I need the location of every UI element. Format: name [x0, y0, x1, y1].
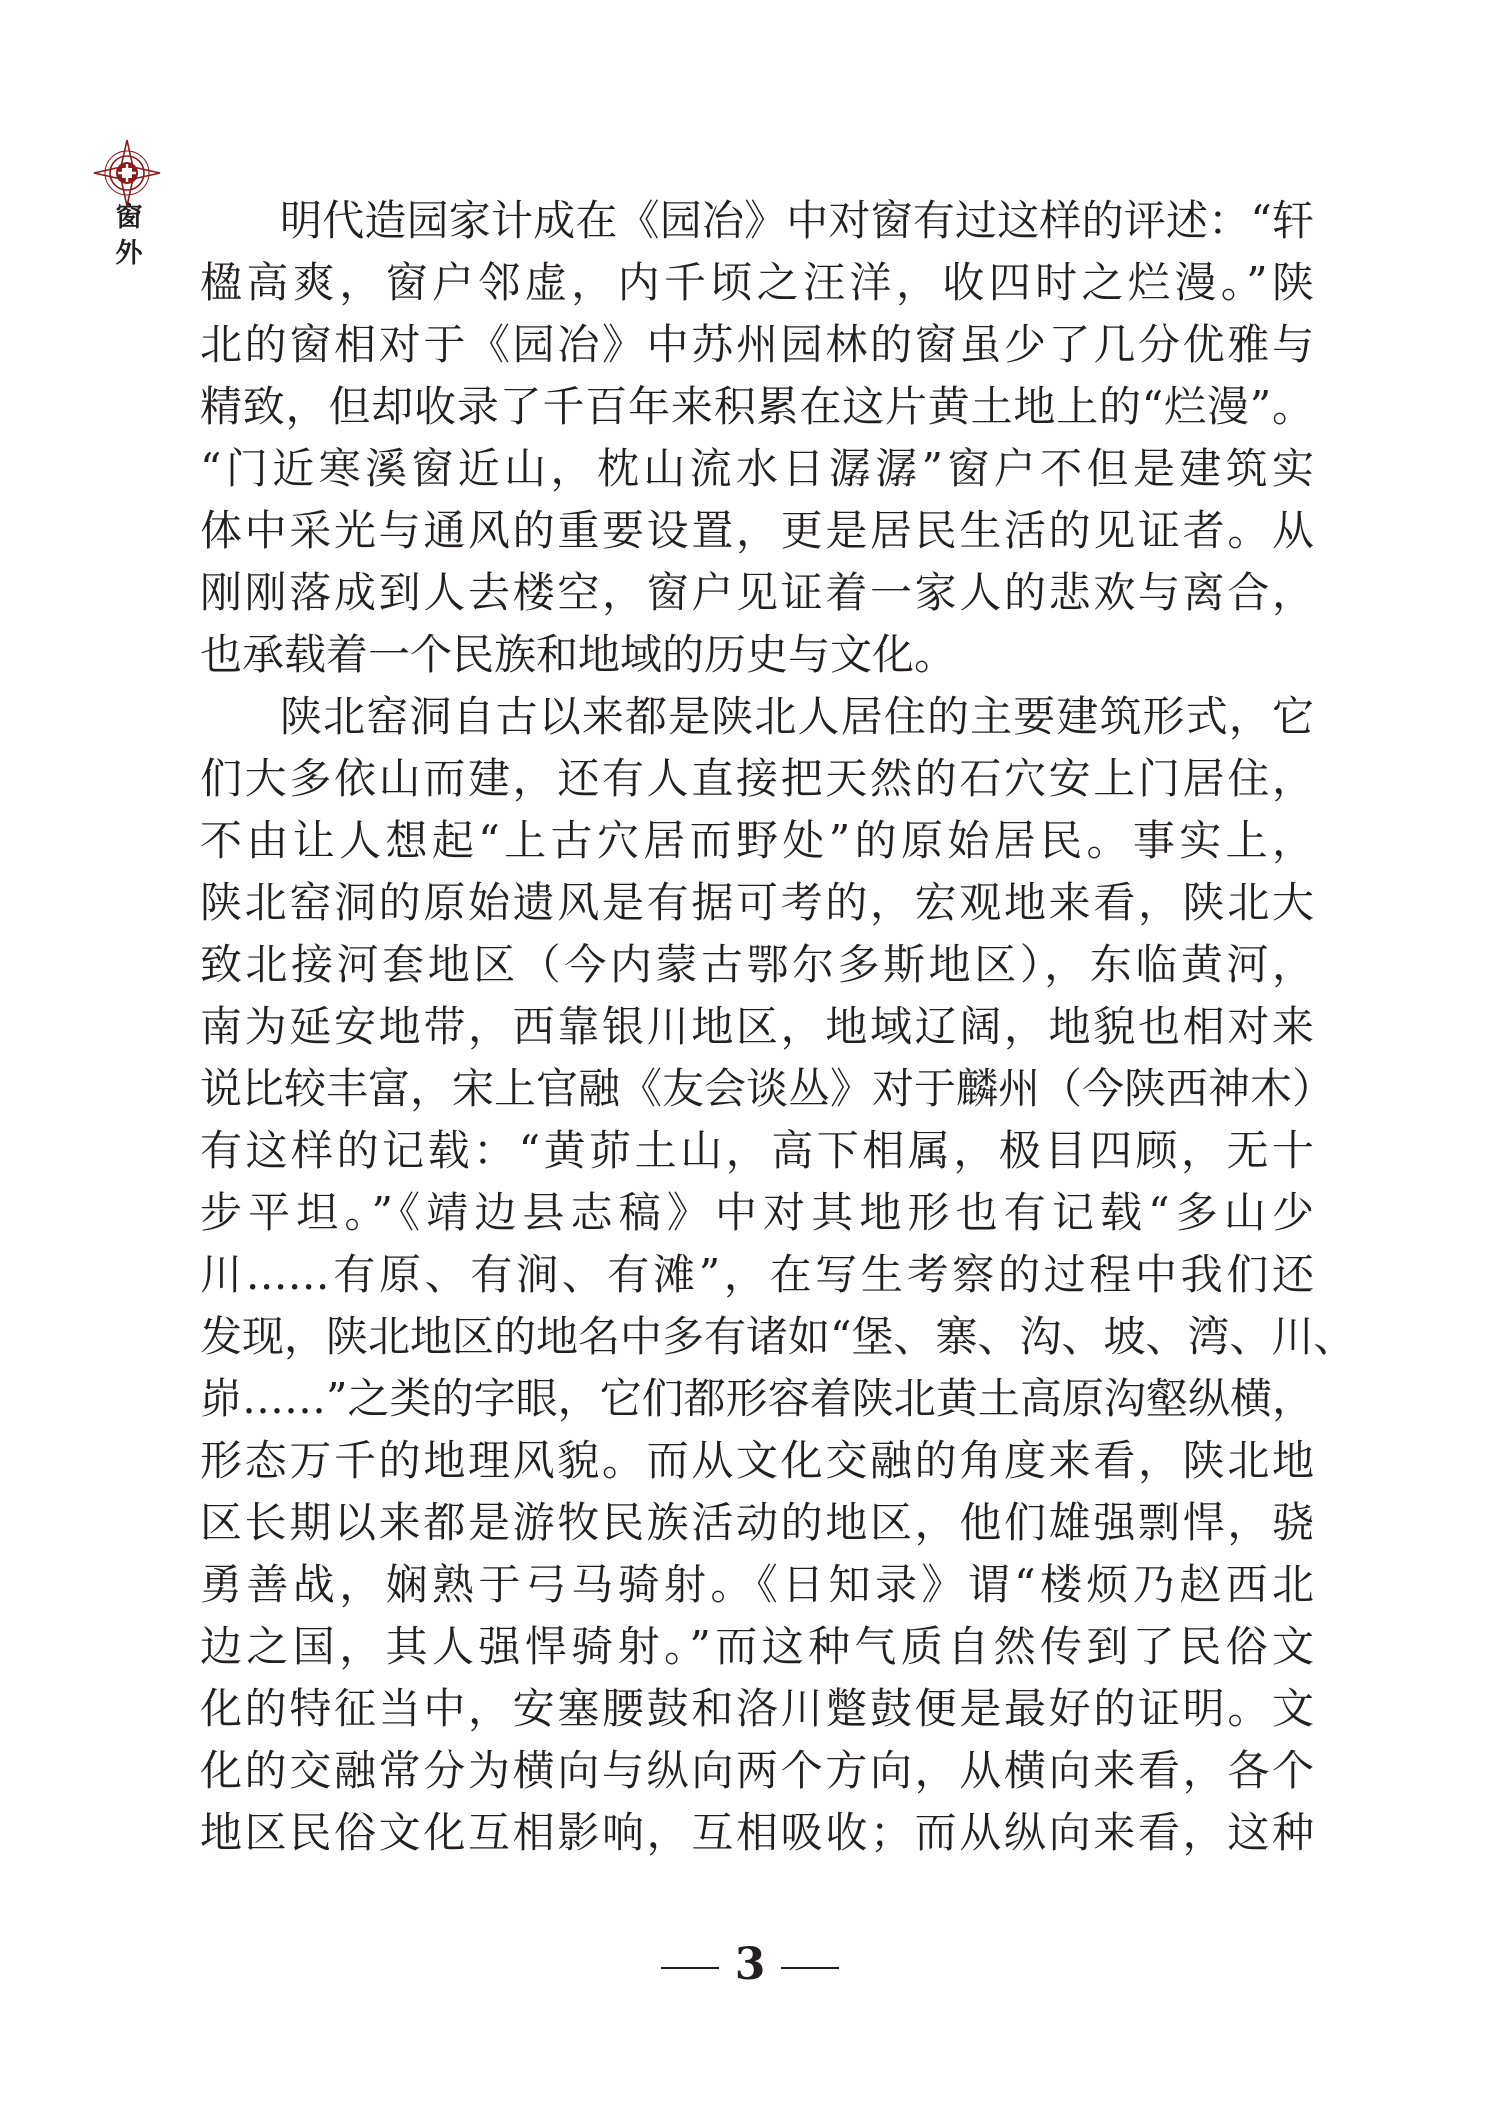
page-number-footer: [0, 1940, 1500, 1990]
text-line: 也承载着一个民族和地域的历史与文化。: [200, 630, 957, 679]
running-head-char-2: 外: [115, 238, 143, 269]
text-line: 楹高爽，窗户邻虚，内千顷之汪洋，收四时之烂漫。”陕: [200, 258, 1314, 307]
text-line: 体中采光与通风的重要设置，更是居民生活的见证者。从: [200, 506, 1314, 555]
text-line: 南为延安地带，西靠银川地区，地域辽阔，地貌也相对来: [200, 1002, 1314, 1051]
text-line: “门近寒溪窗近山，枕山流水日潺潺”窗户不但是建筑实: [200, 444, 1314, 493]
text-line: 北的窗相对于《园冶》中苏州园林的窗虽少了几分优雅与: [200, 320, 1314, 369]
lotus-rosette-icon: [92, 138, 162, 208]
text-line: 精致，但却收录了千百年来积累在这片黄土地上的“烂漫”。: [200, 382, 1314, 431]
running-head-char-1: 窗: [115, 202, 143, 233]
text-line: 川……有原、有涧、有滩”，在写生考察的过程中我们还: [200, 1250, 1314, 1299]
text-line: 们大多依山而建，还有人直接把天然的石穴安上门居住，: [200, 754, 1314, 803]
page-number: 3: [734, 1939, 766, 1990]
text-line: 化的交融常分为横向与纵向两个方向，从横向来看，各个: [200, 1746, 1314, 1795]
text-line: 步平坦。”《靖边县志稿》中对其地形也有记载“多山少: [200, 1188, 1314, 1237]
text-line: 陕北窑洞自古以来都是陕北人居住的主要建筑形式，它: [280, 692, 1314, 741]
text-line: 说比较丰富，宋上官融《友会谈丛》对于麟州（今陕西神木）: [200, 1064, 1335, 1113]
text-line: 形态万千的地理风貌。而从文化交融的角度来看，陕北地: [200, 1436, 1314, 1485]
text-line: 致北接河套地区（今内蒙古鄂尔多斯地区），东临黄河，: [200, 940, 1314, 989]
folio-right-rule: [781, 1967, 839, 1969]
text-line: 地区民俗文化互相影响，互相吸收；而从纵向来看，这种: [200, 1808, 1314, 1857]
text-line: 边之国，其人强悍骑射。”而这种气质自然传到了民俗文: [200, 1622, 1314, 1671]
text-line: 化的特征当中，安塞腰鼓和洛川蹩鼓便是最好的证明。文: [200, 1684, 1314, 1733]
body-text: [200, 190, 1356, 1864]
running-head: [112, 200, 146, 272]
text-line: 陕北窑洞的原始遗风是有据可考的，宏观地来看，陕北大: [200, 878, 1314, 927]
text-line: 刚刚落成到人去楼空，窗户见证着一家人的悲欢与离合，: [200, 568, 1314, 617]
text-line: 峁……”之类的字眼，它们都形容着陕北黄土高原沟壑纵横，: [200, 1374, 1314, 1423]
text-line: 发现，陕北地区的地名中多有诸如“堡、寨、沟、坡、湾、川、: [200, 1312, 1356, 1361]
text-line: 区长期以来都是游牧民族活动的地区，他们雄强剽悍，骁: [200, 1498, 1314, 1547]
text-line: 明代造园家计成在《园冶》中对窗有过这样的评述：“轩: [280, 196, 1314, 245]
folio-left-rule: [661, 1967, 719, 1969]
text-line: 有这样的记载：“黄茆土山，高下相属，极目四顾，无十: [200, 1126, 1314, 1175]
text-line: 勇善战，娴熟于弓马骑射。《日知录》谓“楼烦乃赵西北: [200, 1560, 1314, 1609]
text-line: 不由让人想起“上古穴居而野处”的原始居民。事实上，: [200, 816, 1314, 865]
